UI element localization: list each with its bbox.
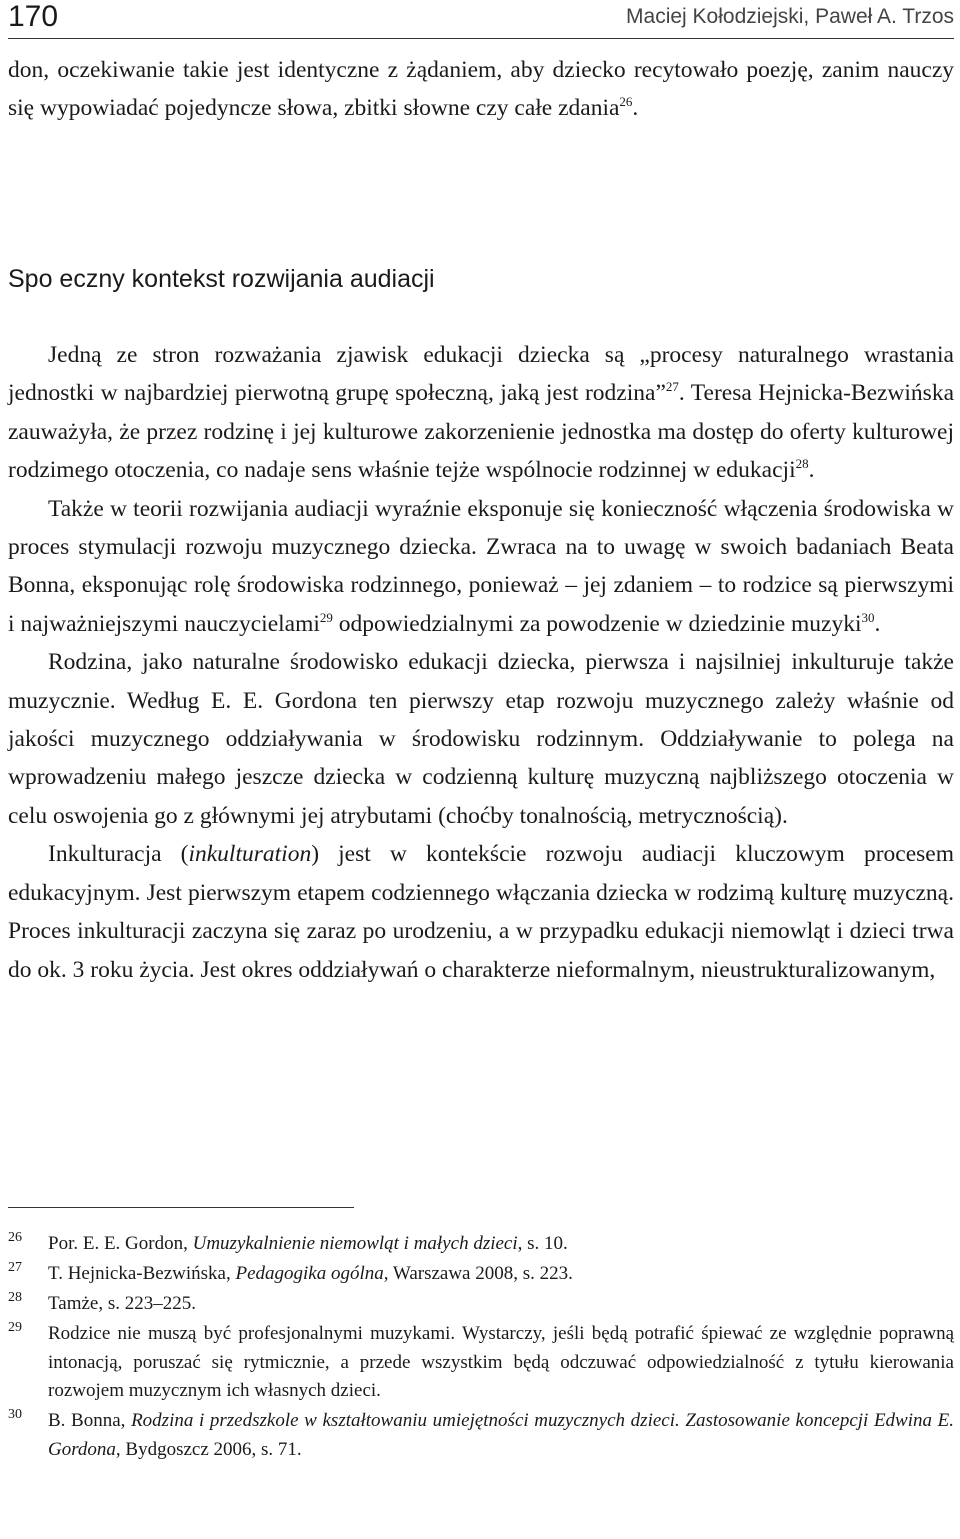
running-head-authors: Maciej Kołodziejski, Paweł A. Trzos [626,5,954,28]
footnote-number: 29 [8,1320,22,1335]
footnote-text-end: , Bydgoszcz 2006, s. 71. [115,1438,302,1460]
footnote-number: 27 [8,1260,22,1275]
footnote-text-end: , Warszawa 2008, s. 223. [383,1263,573,1284]
footnote-27 [8,1260,954,1289]
p4-text-b: ) jest w kontekście rozwoju audiacji kluczowym procesem edukacyjnym. Jest pierwszym etapem codziennego włączania dziecka w rodzimą kulturę muzyczną. Proces inkulturacji zaczyna się zaraz po urodzeniu, a w przypadku edukacji niemowląt i dzieci trwa do ok. 3 roku życia. Jest okres oddziaływań o charakterze nieformalnym, nieustrukturalizowanym, [8,841,954,983]
main-text [8,336,954,989]
p1-text-c: . [808,457,815,484]
footnote-text-end: , s. 10. [517,1233,568,1254]
footnote-26 [8,1230,954,1259]
page-number: 170 [8,0,59,33]
footnote-29 [8,1320,954,1406]
footnote-number: 30 [8,1407,22,1422]
intro-text: don, oczekiwanie takie jest identyczne z żądaniem, aby dziecko recytowało poezję, zanim nauczy się wypowiadać pojedyncze słowa, zbitki słowne czy całe zdania [8,57,954,122]
footnote-ref-30[interactable]: 30 [861,610,875,626]
footnote-divider [8,1207,354,1208]
footnote-28 [8,1290,954,1319]
section-heading: Spo eczny kontekst rozwijania audiacji [8,265,435,293]
footnote-title: Rodzina i przedszkole w kształtowaniu umiejętności muzycznych dzieci. Zastosowanie koncepcji Edwina E. Gordona [48,1410,954,1460]
p1-text-a: Jedną ze stron rozważania zjawisk edukacji dziecka są „procesy naturalnego wrastania jednostki w najbardziej pierwotną grupę społeczną, jaką jest rodzina” [8,342,954,407]
footnote-ref-29[interactable]: 29 [319,610,333,626]
p2-text-b: odpowiedzialnymi za powodzenie w dziedzinie muzyki [332,610,862,637]
footnote-text: Tamże, s. 223–225. [48,1293,197,1314]
footnote-text: Rodzice nie muszą być profesjonalnymi muzykami. Wystarczy, jeśli będą potrafić śpiewać ze względnie poprawną intonacją, poruszać się rytmicznie, a przede wszystkim będą odczuwać odpowiedzialność z tytułu kierowania rozwojem muzycznym ich własnych dzieci. [48,1323,954,1401]
footnote-title: Pedagogika ogólna [235,1263,384,1284]
footnote-text: Por. E. E. Gordon, [48,1233,193,1254]
p2-text-a: Także w teorii rozwijania audiacji wyraźnie eksponuje się konieczność włączenia środowiska w proces stymulacji rozwoju muzycznego dziecka. Zwraca na to uwagę w swoich badaniach Beata Bonna, eksponując rolę środowiska rodzinnego, ponieważ – jej zdaniem – to rodzice są pierwszymi i najważniejszymi nauczycielami [8,495,954,637]
footnote-30 [8,1407,954,1464]
footnote-text: B. Bonna, [48,1410,132,1431]
footnote-ref-26[interactable]: 26 [619,94,633,110]
footnote-ref-27[interactable]: 27 [665,379,679,395]
page-header [8,0,954,39]
footnote-text: T. Hejnicka-Bezwińska, [48,1263,236,1284]
p4-text-a: Inkulturacja ( [48,841,189,868]
p2-text-c: . [874,610,881,637]
paragraph-1 [8,336,954,490]
paragraph-3: Rodzina, jako naturalne środowisko edukacji dziecka, pierwsza i najsilniej inkulturuje także muzycznie. Według E. E. Gordona ten pierwszy etap rozwoju muzycznego zależy właśnie od jakości muzycznego oddziaływania w środowisku rodzinnym. Oddziaływanie to polega na wprowadzeniu małego jeszcze dziecka w codzienną kulturę muzyczną najbliższego otoczenia w celu oswojenia go z głównymi jej atrybutami (choćby tonalnością, metrycznością). [8,649,954,829]
footnote-title: Umuzykalnienie niemowląt i małych dzieci [192,1233,518,1254]
p4-term: inkulturation [188,841,312,868]
p1-text-b: . Teresa Hejnicka-Bezwińska zauważyła, że przez rodzinę i jej kulturowe zakorzenienie jednostka ma dostęp do oferty kulturowej rodzimego otoczenia, co nadaje sens właśnie tejże wspólnocie rodzinnej w edukacji [8,380,954,484]
paragraph-4 [8,835,954,989]
footnote-number: 28 [8,1290,22,1305]
intro-end: . [632,95,639,122]
intro-paragraph [8,51,954,128]
paragraph-2 [8,490,954,644]
footnotes [8,1230,954,1466]
footnote-ref-28[interactable]: 28 [795,456,809,472]
footnote-number: 26 [8,1230,22,1245]
